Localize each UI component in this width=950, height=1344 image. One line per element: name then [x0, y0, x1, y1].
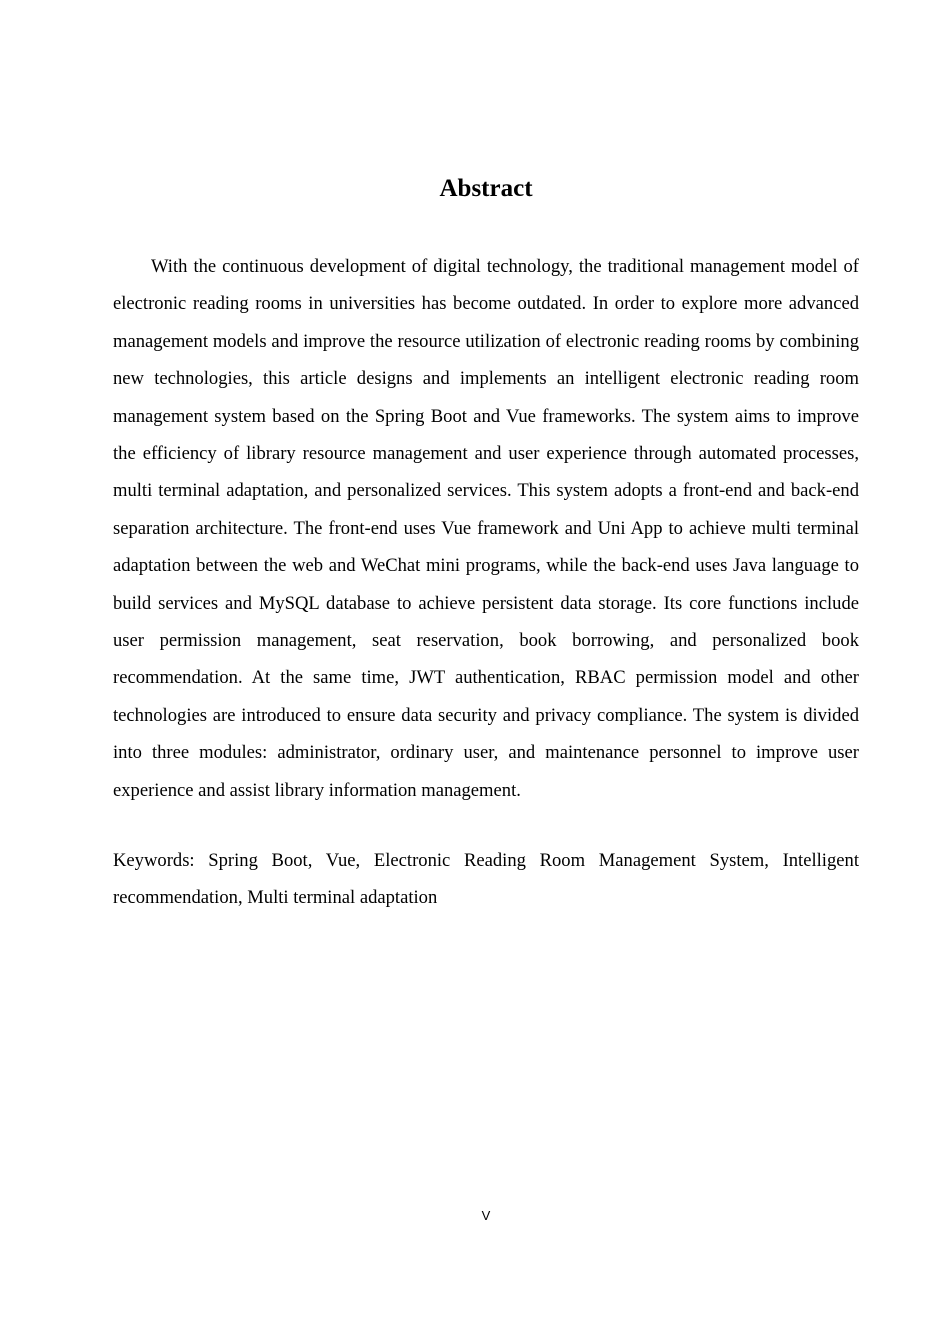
abstract-paragraph: With the continuous development of digital technology, the traditional management model of electronic reading rooms in universities has become outdated. In order to explore more advanced management models and improve the resource utilization of electronic reading rooms by combining new technologies, this article designs and implements an intelligent electronic reading room management system based on the Spring Boot and Vue frameworks. The system aims to improve the efficiency of library resource management and user experience through automated processes, multi terminal adaptation, and personalized services. This system adopts a front-end and back-end separation architecture. The front-end uses Vue framework and Uni App to achieve multi terminal adaptation between the web and WeChat mini programs, while the back-end uses Java language to build services and MySQL database to achieve persistent data storage. Its core functions include user permission management, seat reservation, book borrowing, and personalized book recommendation. At the same time, JWT authentication, RBAC permission model and other technologies are introduced to ensure data security and privacy compliance. The system is divided into three modules: administrator, ordinary user, and maintenance personnel to improve user experience and assist library information management.: [113, 256, 859, 801]
keywords-paragraph: Keywords: Spring Boot, Vue, Electronic Reading Room Management System, Intelligent recommendation, Multi terminal adaptation: [113, 850, 859, 909]
page-title: Abstract: [439, 175, 533, 202]
page-number: V: [481, 1208, 491, 1223]
